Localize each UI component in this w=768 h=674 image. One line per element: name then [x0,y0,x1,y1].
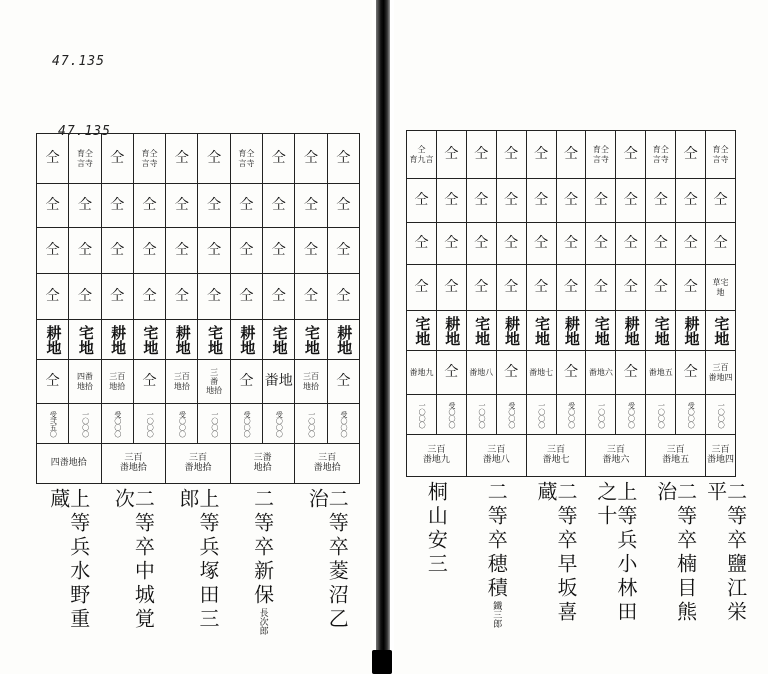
owner-cell [230,484,295,644]
left-ledger-table [36,133,360,644]
ledger-cell: 仝 [586,223,616,265]
ledger-cell: 育仝 言寺 [133,134,165,184]
ledger-cell: 宅地 [646,311,676,351]
ledger-cell: 仝 [466,179,496,223]
owner-given-name: 鹽江栄平 [703,481,748,625]
ledger-cell: 仝 [466,265,496,311]
ledger-cell: 仝 [230,360,262,404]
owner-given-name: 早坂喜蔵 [534,481,579,625]
ledger-cell: 育仝 言寺 [646,131,676,179]
ledger-cell: 仝 [133,360,165,404]
ledger-cell: 仝 [407,179,437,223]
ledger-cell: 宅地 [198,320,230,360]
ledger-cell: 仝 [496,131,526,179]
ledger-cell: 仝 [295,274,327,320]
ledger-row [407,265,736,311]
ledger-cell: 畨地五 [646,351,676,395]
ledger-cell: 宅地 [526,311,556,351]
spine-bottom-clip [372,650,392,674]
ledger-cell: 仝 [436,131,466,179]
ledger-cell: 一〇〇〇 [526,395,556,435]
ledger-cell: 育仝 言寺 [69,134,101,184]
ledger-cell: 仝 [646,223,676,265]
ledger-cell: 宅地 [407,311,437,351]
ledger-cell: 仝 [616,179,646,223]
ledger-cell: 仝 [69,184,101,228]
ledger-row [37,274,360,320]
ledger-cell: 育仝 言寺 [586,131,616,179]
ledger-cell: 仝 [556,265,586,311]
ledger-cell: 一〇〇〇 [69,404,101,444]
owner-given-name: 桐山安三 [424,481,449,577]
ledger-cell: 仝 [295,134,327,184]
ledger-cell: 仝 [616,223,646,265]
owner-given-name: 穂積 [484,553,509,601]
ledger-cell: 仝 [556,179,586,223]
ledger-cell: 仝 育九言 [407,131,437,179]
ledger-cell: 畨地七 [526,351,556,395]
ledger-cell: 仝 [263,134,295,184]
ledger-cell: 受〇〇〇 [436,395,466,435]
ledger-row [37,320,360,360]
ledger-cell: 三百 地拾 [295,360,327,404]
owner-rank: 上等兵 [66,488,91,560]
owner-given-name: 中城覚次 [111,488,156,632]
ledger-cell: 仝 [166,274,198,320]
ledger-cell: 畨地六 [586,351,616,395]
ledger-cell: 耕地 [436,311,466,351]
owner-name [305,488,350,644]
ledger-row [407,223,736,265]
ledger-row [407,395,736,435]
area-row [37,444,360,484]
ledger-cell: 耕地 [101,320,133,360]
ledger-cell: 仝 [436,179,466,223]
table-number: 47.135 [58,124,111,139]
ledger-cell: 仝 [706,179,736,223]
ledger-cell: 耕地 [496,311,526,351]
ledger-cell: 仝 [676,131,706,179]
ledger-cell: 仝 [101,228,133,274]
owner-cell [295,484,360,644]
owner-cell [526,477,586,635]
ledger-cell: 受〇〇〇 [166,404,198,444]
right-ledger-table [406,130,748,635]
ledger-cell: 仝 [133,274,165,320]
owner-name [175,488,220,644]
ledger-cell: 仝 [37,360,69,404]
ledger-cell: 仝 [198,228,230,274]
ledger-cell: 畨地八 [466,351,496,395]
owner-rank: 二等卒 [250,488,275,560]
area-cell: 三百 畨地拾 [166,444,231,484]
ledger-cell: 仝 [69,228,101,274]
owner-rank: 二等卒 [554,481,579,553]
owner-note: 鐵三郎 [491,601,502,628]
ledger-cell: 宅地 [133,320,165,360]
ledger-cell: 仝 [496,265,526,311]
ledger-cell: 仝 [166,228,198,274]
ledger-row [37,228,360,274]
ledger-cell: 仝 [556,351,586,395]
ledger-cell: 三百 地拾 [166,360,198,404]
area-cell: 三百 畨地七 [526,435,586,477]
ledger-cell: 宅地 [586,311,616,351]
ledger-cell: 一〇〇〇 [198,404,230,444]
ledger-cell: 一〇〇〇 [133,404,165,444]
ledger-cell: 仝 [327,274,359,320]
ledger-cell: 仝 [37,134,69,184]
ledger-row [407,351,736,395]
ledger-cell: 仝 [646,265,676,311]
ledger-cell: 仝 [263,228,295,274]
ledger-row [37,134,360,184]
owner-row [37,484,360,644]
ledger-cell: 仝 [676,223,706,265]
ledger-cell: 仝 [407,223,437,265]
area-cell: 三百 畨地八 [466,435,526,477]
owner-rank: 二等卒 [325,488,350,560]
area-cell: 三百 畨地六 [586,435,646,477]
area-cell: 三百 畨地拾 [101,444,166,484]
ledger-cell: 仝 [133,184,165,228]
area-cell: 三百 畨地拾 [295,444,360,484]
ledger-cell: 仝 [676,265,706,311]
ledger-cell: 仝 [295,228,327,274]
ledger-cell: 仝 [37,228,69,274]
owner-cell [37,484,102,644]
ledger-cell: 三百 地拾 [101,360,133,404]
ledger-cell: 仝 [327,134,359,184]
ledger-cell: 耕地 [166,320,198,360]
ledger-row [407,311,736,351]
ledger-cell: 耕地 [676,311,706,351]
ledger-cell: 仝 [466,131,496,179]
ledger-row [37,360,360,404]
owner-row [407,477,736,635]
ledger-cell: 育仝 言寺 [230,134,262,184]
ledger-cell: 三百 畨地四 [706,351,736,395]
ledger-cell: 仝 [198,134,230,184]
ledger-cell: 仝 [327,360,359,404]
area-cell: 三畨 地拾 [230,444,295,484]
owner-given-name: 塚田三郎 [175,488,220,632]
ledger-cell: 仝 [436,265,466,311]
page-number-top: 47.135 [52,54,105,69]
ledger-cell: 一〇〇〇 [646,395,676,435]
ledger-cell: 仝 [556,131,586,179]
ledger-cell: 受〇〇〇 [676,395,706,435]
ledger-cell: 畨地 [263,360,295,404]
owner-name [250,488,275,635]
book-spine [376,0,390,674]
ledger-cell: 受弐五〇 [37,404,69,444]
ledger-cell: 仝 [37,184,69,228]
ledger-cell: 受〇〇〇 [496,395,526,435]
ledger-cell: 仝 [616,131,646,179]
ledger-cell: 草宅 地 [706,265,736,311]
ledger-cell: 耕地 [37,320,69,360]
ledger-cell: 仝 [327,184,359,228]
ledger-cell: 仝 [466,223,496,265]
ledger-cell: 仝 [436,351,466,395]
ledger-cell: 仝 [526,131,556,179]
ledger-cell: 一〇〇〇 [586,395,616,435]
ledger-cell: 耕地 [556,311,586,351]
ledger-cell: 耕地 [327,320,359,360]
ledger-cell: 仝 [496,223,526,265]
ledger-cell: 仝 [586,265,616,311]
ledger-row [407,179,736,223]
ledger-row [37,404,360,444]
ledger-cell: 仝 [706,223,736,265]
ledger-cell: 仝 [676,351,706,395]
owner-name [424,481,449,577]
owner-cell [466,477,526,635]
ledger-cell: 仝 [69,274,101,320]
ledger-row [407,131,736,179]
owner-rank: 二等卒 [673,481,698,553]
ledger-cell: 宅地 [69,320,101,360]
owner-cell [101,484,166,644]
owner-name [484,481,509,628]
ledger-cell: 仝 [526,223,556,265]
ledger-cell: 仝 [327,228,359,274]
area-cell: 三百 畨地四 [706,435,736,477]
ledger-cell: 仝 [616,265,646,311]
ledger-cell: 受〇〇〇 [327,404,359,444]
ledger-cell: 仝 [616,351,646,395]
owner-given-name: 菱沼乙治 [305,488,350,632]
ledger-cell: 受〇〇〇 [616,395,646,435]
ledger-cell: 宅地 [295,320,327,360]
owner-given-name: 新保 [250,560,275,608]
ledger-cell: 受〇〇〇 [263,404,295,444]
ledger-cell: 仝 [407,265,437,311]
ledger-cell: 仝 [526,179,556,223]
owner-rank: 二等卒 [723,481,748,553]
owner-given-name: 小林田之十 [593,481,638,625]
ledger-cell: 仝 [101,274,133,320]
ledger-cell: 仝 [230,274,262,320]
ledger-cell: 一〇〇〇 [466,395,496,435]
area-cell: 三百 畨地五 [646,435,706,477]
ledger-cell: 仝 [166,184,198,228]
ledger-cell: 三 畨 地拾 [198,360,230,404]
ledger-cell: 仝 [263,184,295,228]
owner-rank: 二等卒 [484,481,509,553]
owner-given-name: 水野重蔵 [46,488,91,632]
ledger-cell: 仝 [295,184,327,228]
ledger-cell: 畨地九 [407,351,437,395]
ledger-cell: 仝 [526,265,556,311]
right-page [394,0,768,674]
owner-note: 長次郎 [257,608,268,635]
ledger-cell: 仝 [646,179,676,223]
owner-rank: 上等兵 [613,481,638,553]
ledger-cell: 仝 [496,179,526,223]
area-cell: 三百 畨地九 [407,435,467,477]
owner-name [593,481,638,631]
owner-cell [407,477,467,635]
ledger-cell: 仝 [556,223,586,265]
ledger-cell: 仝 [198,184,230,228]
owner-name [111,488,156,644]
ledger-cell: 一〇〇〇 [295,404,327,444]
ledger-cell: 仝 [230,184,262,228]
ledger-cell: 耕地 [230,320,262,360]
ledger-row [37,184,360,228]
ledger-cell: 育仝 言寺 [706,131,736,179]
ledger-cell: 仝 [436,223,466,265]
ledger-cell: 宅地 [466,311,496,351]
ledger-cell: 仝 [496,351,526,395]
ledger-cell: 仝 [101,184,133,228]
ledger-cell: 一〇〇〇 [706,395,736,435]
ledger-cell: 宅地 [706,311,736,351]
area-row [407,435,736,477]
ledger-cell: 四畨 地拾 [69,360,101,404]
owner-name [703,481,748,631]
ledger-cell: 耕地 [616,311,646,351]
ledger-cell: 受〇〇〇 [230,404,262,444]
owner-name [46,488,91,644]
ledger-cell: 仝 [133,228,165,274]
owner-cell [586,477,646,635]
ledger-cell: 仝 [676,179,706,223]
left-page [0,0,372,674]
ledger-cell: 仝 [37,274,69,320]
ledger-cell: 仝 [198,274,230,320]
area-cell: 四畨地拾 [37,444,102,484]
ledger-cell: 仝 [101,134,133,184]
ledger-cell: 仝 [586,179,616,223]
owner-rank: 二等卒 [131,488,156,560]
owner-cell [166,484,231,644]
owner-name [534,481,579,631]
ledger-cell: 仝 [230,228,262,274]
ledger-cell: 仝 [166,134,198,184]
owner-name [653,481,698,631]
ledger-cell: 受〇〇〇 [556,395,586,435]
ledger-cell: 受〇〇〇 [101,404,133,444]
ledger-cell: 一〇〇〇 [407,395,437,435]
owner-given-name: 楠目熊治 [653,481,698,625]
owner-rank: 上等兵 [195,488,220,560]
owner-cell [646,477,706,635]
owner-cell [703,477,748,635]
ledger-cell: 宅地 [263,320,295,360]
ledger-cell: 仝 [263,274,295,320]
